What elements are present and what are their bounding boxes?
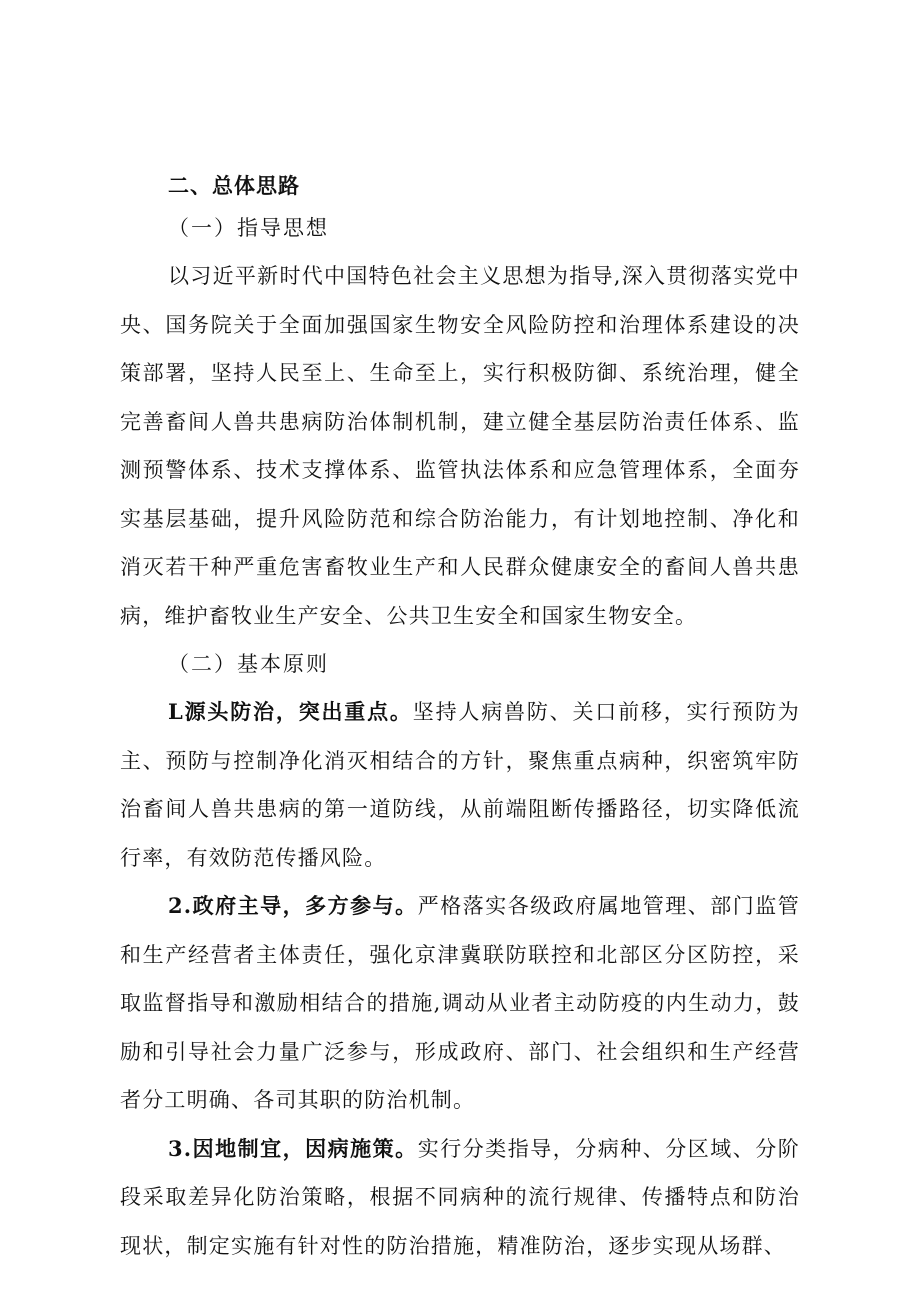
principle-2-lead: 2.政府主导，多方参与。 [168,893,418,918]
principle-item-1 [120,688,800,882]
principle-1-text: 坚持人病兽防、关口前移，实行预防为主、预防与控制净化消灭相结合的方针，聚焦重点病种，织密筑牢防治畜间人兽共患病的第一道防线，从前端阻断传播路径，切实降低流行率，有效防范传播风险。 [120,700,801,870]
document-body [120,168,800,1270]
principle-1-lead: L源头防治，突出重点。 [168,699,413,724]
section-heading: 二、总体思路 [168,173,300,198]
guiding-ideology-subheading: （一）指导思想 [168,216,329,240]
principle-3-text: 实行分类指导，分病种、分区域、分阶段采取差异化防治策略，根据不同病种的流行规律、传播特点和防治现状，制定实施有针对性的防治措施，精准防治，逐步实现从场群、 [120,1136,800,1258]
principle-item-3 [120,1125,800,1271]
principle-3-lead: 3.因地制宜，因病施策。 [168,1135,418,1161]
principle-item-2 [120,882,800,1125]
principle-2-text: 严格落实各级政府属地管理、部门监管和生产经营者主体责任，强化京津冀联防联控和北部区分区防控，采取监督指导和激励相结合的措施,调动从业者主动防疫的内生动力，鼓励和引导社会力量广泛参与，形成政府、部门、社会组织和生产经营者分工明确、各司其职的防治机制。 [120,894,800,1112]
guiding-ideology-paragraph: 以习近平新时代中国特色社会主义思想为指导,深入贯彻落实党中央、国务院关于全面加强国家生物安全风险防控和治理体系建设的决策部署，坚持人民至上、生命至上，实行积极防御、系统治理，健全完善畜间人兽共患病防治体制机制，建立健全基层防治责任体系、监测预警体系、技术支撑体系、监管执法体系和应急管理体系，全面夯实基层基础，提升风险防范和综合防治能力，有计划地控制、净化和消灭若干种严重危害畜牧业生产和人民群众健康安全的畜间人兽共患病，维护畜牧业生产安全、公共卫生安全和国家生物安全。 [120,264,800,628]
basic-principles-subheading: （二）基本原则 [168,652,329,676]
